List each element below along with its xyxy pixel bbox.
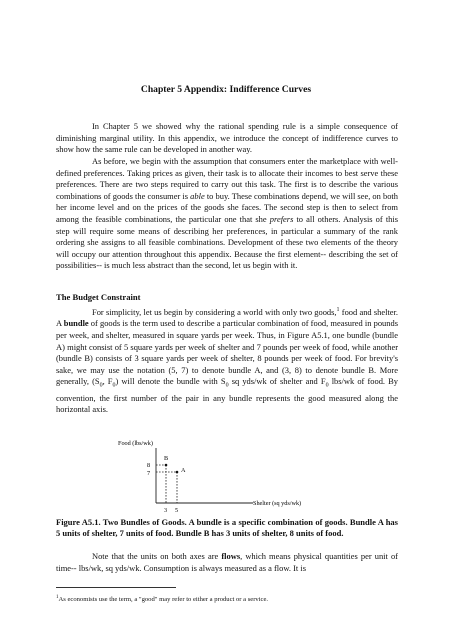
- term-bundle: bundle: [63, 318, 89, 329]
- term-flows: flows: [221, 551, 241, 561]
- budget-text-d: , F: [102, 376, 113, 387]
- y-axis-label: Food (lbs/wk): [118, 440, 153, 447]
- y-tick-8: 8: [147, 462, 151, 469]
- point-a: [176, 471, 179, 474]
- subscript: 0: [225, 383, 229, 390]
- point-b-label: B: [164, 455, 169, 462]
- page-title: Chapter 5 Appendix: Indifference Curves: [140, 84, 312, 95]
- footnote: [56, 593, 398, 604]
- intro-paragraph-1: [56, 121, 398, 156]
- subscript: 0: [325, 383, 329, 390]
- budget-text-b: food and shelter. A: [56, 306, 398, 329]
- intro-paragraph-2: [56, 156, 398, 272]
- figure-a5-1: [110, 436, 320, 516]
- x-tick-3: 3: [164, 507, 168, 514]
- budget-text-e: ) will denote the bundle with S: [115, 376, 226, 387]
- budget-paragraph: [56, 305, 398, 416]
- emphasis-able: able: [190, 190, 205, 201]
- intro-p2-text-c: to all others. Analysis of this step will require some means of describing her preferences, in particular a summary of the rank ordering she assigns to all feasible combinations. Development of these two elements of the theory will occupy our attention throughout this appendix. Because the first element-- describing the set of possibilities-- is much less abstract than the second, let us begin with it.: [56, 213, 399, 271]
- subscript: 0: [112, 383, 116, 390]
- x-axis-label: Shelter (sq yds/wk): [253, 500, 302, 507]
- after-figure-paragraph: [56, 551, 398, 574]
- intro-p2-text-a: As before, we begin with the assumption that consumers enter the marketplace with well-defined preferences. Taking prices as given, their task is to allocate their incomes to best serve these preferences. There are two steps required to carry out this task. The first is to describe the various combinations of goods the consumer is: [56, 156, 398, 201]
- footnote-marker: 1: [56, 595, 59, 600]
- point-b: [165, 464, 168, 467]
- figure-caption: Figure A5.1. Two Bundles of Goods. A bundle is a specific combination of goods. Bundle A has 5 units of shelter, 7 units of food. Bundle B has 3 units of shelter, 8 units of food.: [56, 517, 398, 539]
- budget-text-c: of goods is the term used to describe a particular combination of food, measured in pounds per week, and shelter, measured in square yards per week. Thus, in Figure A5.1, one bundle (bundle A) might consist of 5 square yards per week of shelter and 7 pounds per week of food, while another (bundle B) consists of 3 square yards per week of shelter, 8 pounds per week of food. For brevity's sake, we may use the notation (5, 7) to denote bundle A, and (3, 8) to denote bundle B. More generally, (S: [56, 318, 398, 387]
- budget-text-g: lbs/wk of food. By convention, the first number of the pair in any bundle represents the good measured along the horizontal axis.: [56, 376, 398, 415]
- point-a-label: A: [181, 467, 186, 474]
- section-heading: The Budget Constraint: [56, 292, 141, 302]
- budget-text-a: For simplicity, let us begin by considering a world with only two goods,: [92, 306, 337, 317]
- intro-p1-text: In Chapter 5 we showed why the rational spending rule is a simple consequence of diminishing marginal utility. In this appendix, we introduce the concept of indifference curves to show how the same rule can be developed in another way.: [56, 121, 398, 155]
- footnote-divider: [56, 587, 176, 588]
- emphasis-prefers: prefers: [269, 213, 294, 224]
- intro-p2-text-b: to buy. These combinations depend, we will see, on both her income level and on the prices of the goods she faces. The second step is then to select from among the feasible combinations, the particular one that she: [56, 190, 398, 224]
- footnote-ref[interactable]: 1: [336, 307, 340, 313]
- budget-text-f: sq yds/wk of shelter and F: [228, 376, 326, 387]
- after-text-a: Note that the units on both axes are: [92, 551, 222, 561]
- after-text-b: , which means physical quantities per unit of time-- lbs/wk, sq yds/wk. Consumption is always measured as a flow. It is: [56, 551, 398, 573]
- subscript: 0: [99, 383, 103, 390]
- y-tick-7: 7: [147, 470, 151, 477]
- x-tick-5: 5: [175, 507, 179, 514]
- footnote-text: As economists use the term, a "good" may refer to either a product or a service.: [58, 596, 269, 604]
